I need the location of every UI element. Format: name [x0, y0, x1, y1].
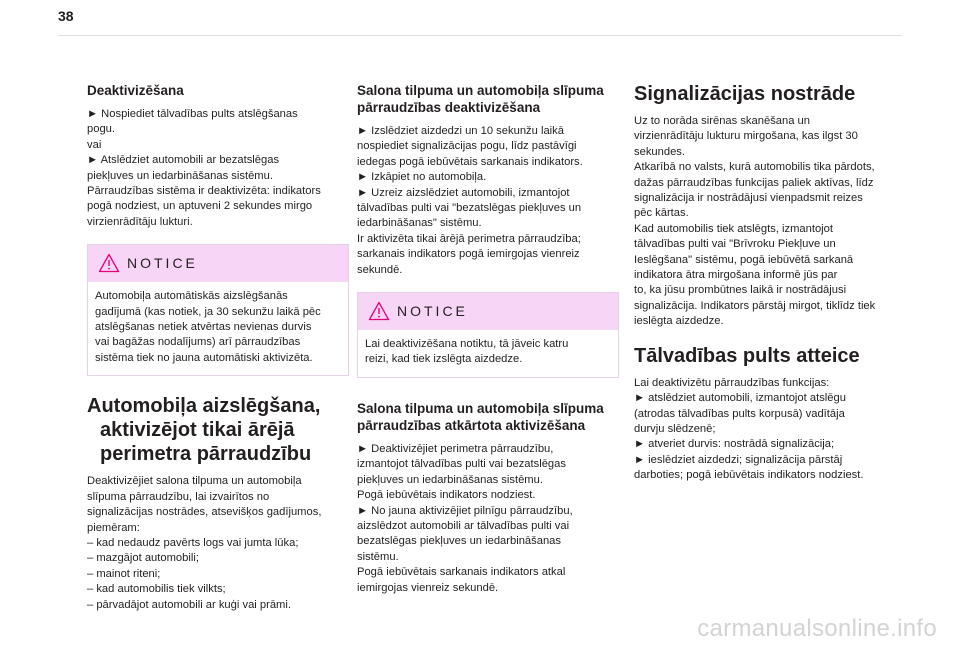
watermark: carmanualsonline.info — [697, 615, 937, 642]
notice-title: NOTICE — [397, 303, 468, 320]
notice-text: Lai deaktivizēšana notiktu, tā jāveic katru reizi, kad tiek izslēgta aizdedze. — [365, 338, 569, 366]
warning-triangle-icon — [368, 301, 390, 321]
heading-signalizacijas-nostrade: Signalizācijas nostrāde — [634, 83, 856, 105]
top-divider — [58, 35, 902, 36]
paragraph-deaktivizesana: ► Nospiediet tālvadības pults atslēgšanas pogu. vai ► Atslēdziet automobili ar bezatslēgas piekļuves un iedarbināšanas sistēmu. Pārraudzības sistēma ir deaktivizēta: indikators pogā nodziest, un aptuveni 2 sekundes mirgo virzienrādītāju lukturi. — [87, 108, 321, 228]
notice-text: Automobiļa automātiskās aizslēgšanās gadījumā (kas notiek, ja 30 sekunžu laikā pēc atslēgšanas netiek atvērtas nevienas durvis vai bagāžas nodalījums) arī pārraudzības sistēma tiek no jauna automātiski aktivizēta. — [95, 290, 321, 364]
column-2 — [357, 82, 619, 596]
paragraph-talvadibas: Lai deaktivizētu pārraudzības funkcijas: ► atslēdziet automobili, izmantojot atslēgu (atrodas tālvadības pults korpusā) vadītāja durvju slēdzenē; ► atveriet durvis: nostrādā signalizācija; ► ieslēdziet aizdedzi; signalizācija pārstāj darboties; pogā iebūvētais indikators nodziest. — [634, 376, 864, 482]
paragraph-salona-atkartota: ► Deaktivizējiet perimetra pārraudzību, izmantojot tālvadības pulti vai bezatslēgas piekļuves un iedarbināšanas sistēmu. Pogā iebūvētais indikators nodziest. ► No jauna aktivizējiet pilnīgu pārraudzību, aizslēdzot automobili ar tālvadības pulti vai bezatslēgas piekļuves un iedarbināšanas sistēmu. Pogā iebūvētais sarkanais indikators atkal iemirgojas vienreiz sekundē. — [357, 442, 573, 594]
notice-header — [358, 293, 618, 330]
heading-salona-atkartota: Salona tilpuma un automobiļa slīpuma pārraudzības atkārtota aktivizēšana — [357, 400, 604, 433]
notice-title: NOTICE — [127, 255, 198, 272]
paragraph-signalizacijas: Uz to norāda sirēnas skanēšana un virzienrādītāju lukturu mirgošana, kas ilgst 30 sekundes. Atkarībā no valsts, kurā automobilis tika pārdots, dažas pārraudzības funkcijas paliek aktīvas, līdz signalizācija ir nostrādājusi vienpadsmit reizes pēc kārtas. Kad automobilis tiek atslēgts, izmantojot tālvadības pulti vai "Brīvroku Piekļuve un Ieslēgšana" sistēmu, pogā iebūvētā sarkanā indikatora ātra mirgošana informē jūs par to, ka jūsu prombūtnes laikā ir nostrādājusi signalizācija. Indikators pārstāj mirgot, tiklīdz tiek ieslēgta aizdedze. — [634, 115, 876, 328]
heading-salona-deaktivizesana: Salona tilpuma un automobiļa slīpuma pārraudzības deaktivizēšana — [357, 83, 604, 115]
heading-deaktivizesana: Deaktivizēšana — [87, 83, 184, 98]
heading-talvadibas-atteice: Tālvadības pults atteice — [634, 344, 860, 367]
paragraph-salona-deaktivizesana: ► Izslēdziet aizdedzi un 10 sekunžu laikā nospiediet signalizācijas pogu, līdz pastāvīgi iedegas pogā iebūvētais sarkanais indikators. ► Izkāpiet no automobiļa. ► Uzreiz aizslēdziet automobili, izmantojot tālvadības pulti vai "bezatslēgas piekļuves un iedarbināšanas" sistēmu. Ir aktivizēta tikai ārējā perimetra pārraudzība; sarkanais indikators pogā iemirgojas vienreiz sekundē. — [357, 125, 583, 276]
notice-header — [88, 245, 348, 282]
paragraph-automobila: Deaktivizējiet salona tilpuma un automobiļa slīpuma pārraudzību, lai izvairītos no signalizācijas nostrādes, atsevišķos gadījumos, piemēram: – kad nedaudz pavērts logs vai jumta lūka; – mazgājot automobili; – mainot riteni; – kad automobilis tiek vilkts; – pārvadājot automobili ar kuģi vai prāmi. — [87, 475, 322, 611]
column-3 — [634, 82, 896, 484]
page-number: 38 — [58, 8, 74, 24]
column-1 — [87, 82, 349, 613]
notice-box-2 — [357, 292, 619, 378]
heading-automobila-aizslegsana: Automobiļa aizslēgšana, aktivizējot tikai ārējā perimetra pārraudzību — [87, 395, 321, 466]
notice-box-1 — [87, 244, 349, 376]
warning-triangle-icon — [98, 253, 120, 273]
